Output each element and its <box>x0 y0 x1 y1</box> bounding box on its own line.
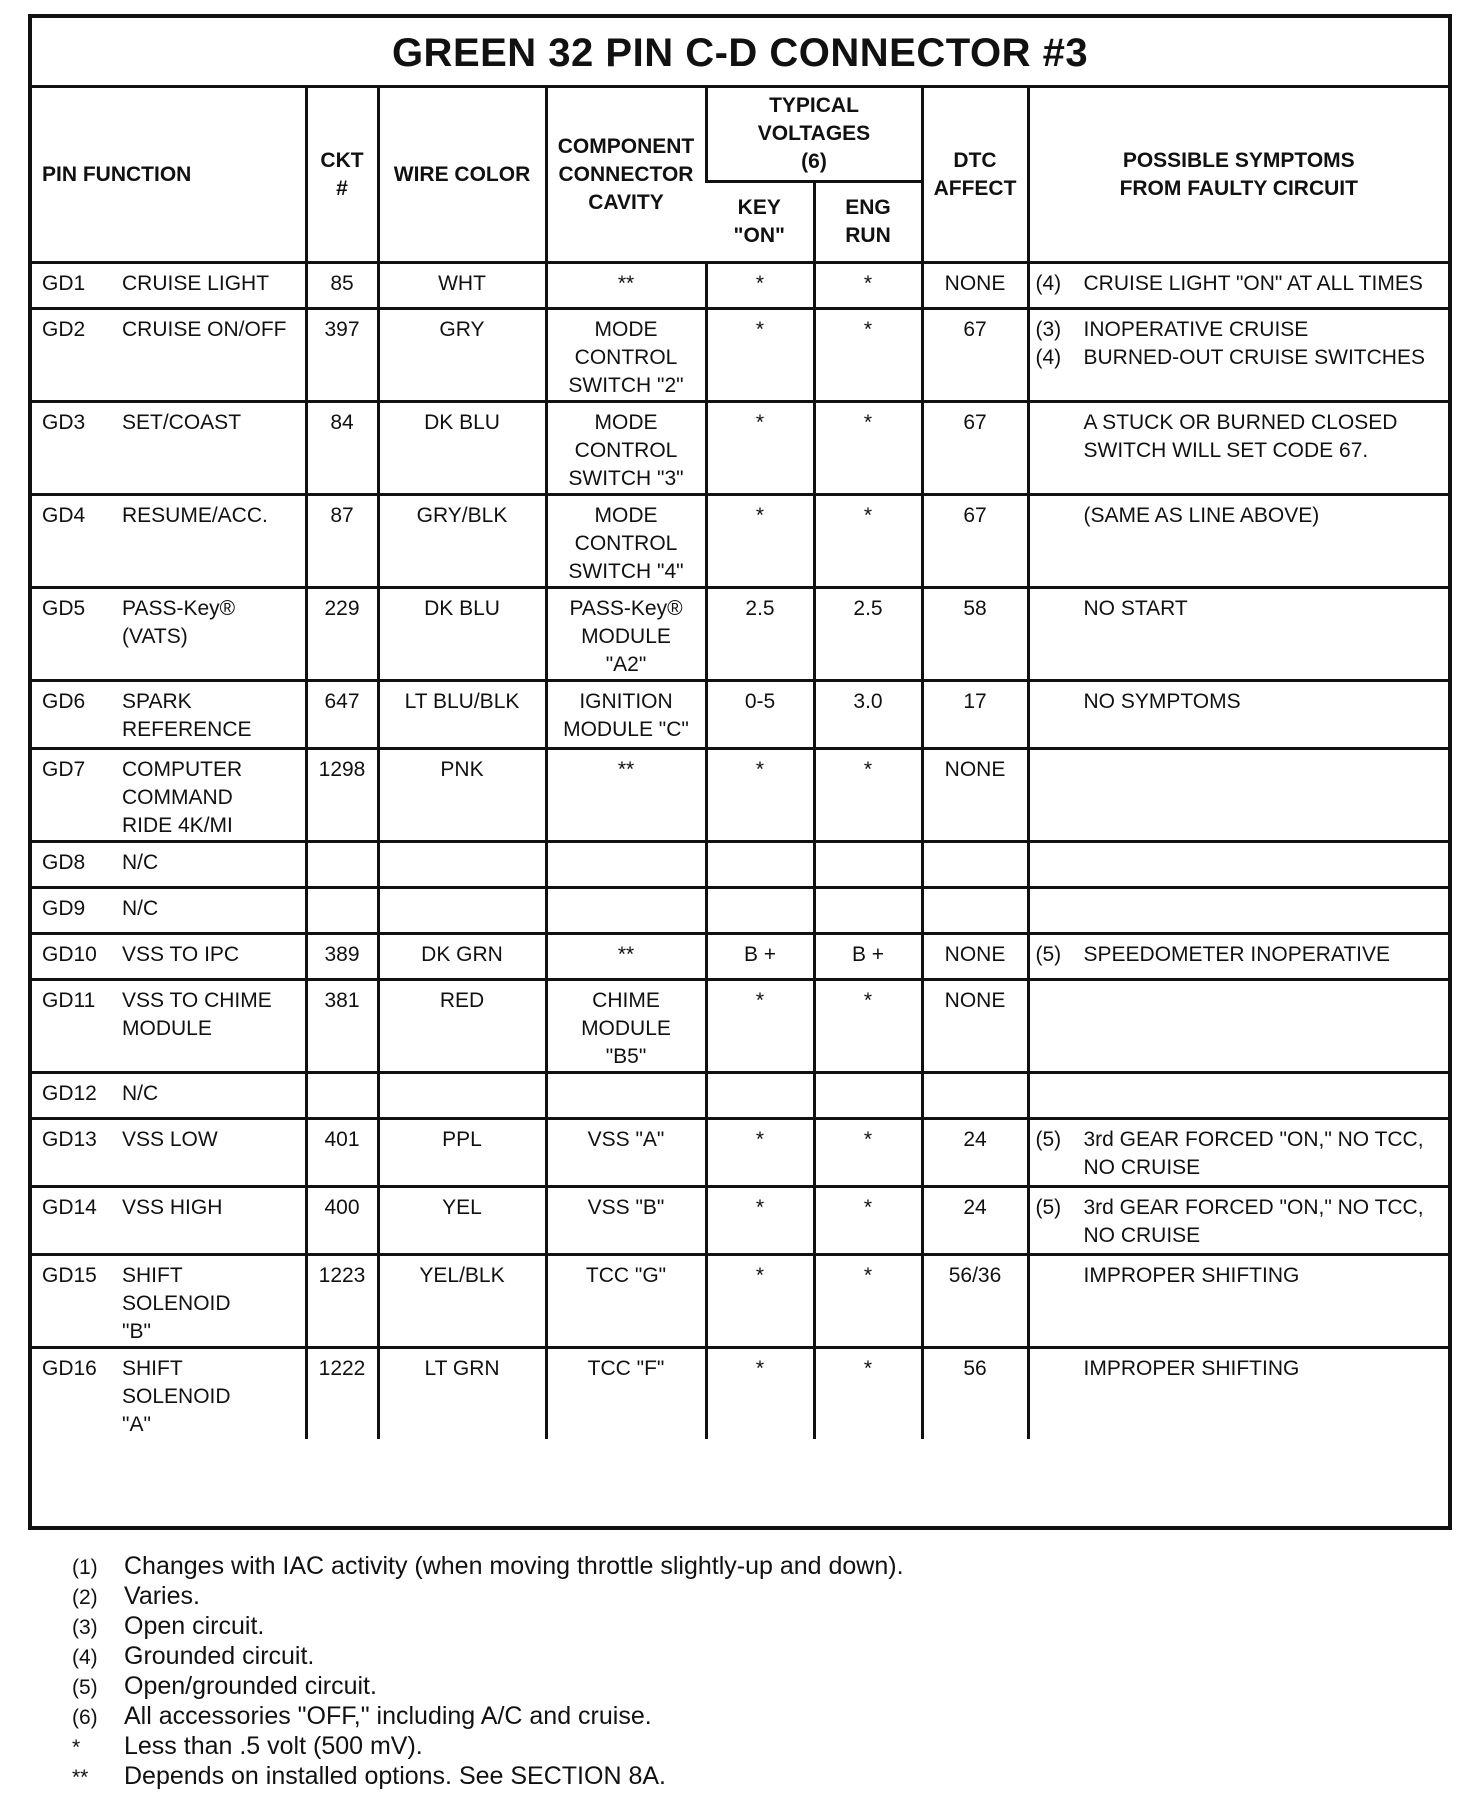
pin-id: GD13 <box>42 1128 97 1151</box>
wire-color-cell: YEL/BLK <box>378 1255 546 1348</box>
footnote-key: ** <box>72 1766 89 1789</box>
pin-function: SET/COAST <box>122 411 242 434</box>
eng-run-voltage-cell: B + <box>814 934 922 980</box>
symptom-line <box>1036 502 1443 530</box>
eng-run-voltage-cell: 3.0 <box>814 681 922 749</box>
key-on-voltage-cell: * <box>706 263 814 309</box>
pin-function: SPARK REFERENCE <box>122 690 252 741</box>
pin-function: N/C <box>122 1082 159 1105</box>
ckt-cell: 84 <box>306 402 378 495</box>
key-on-voltage-cell: * <box>706 1255 814 1348</box>
table-row <box>32 402 1448 495</box>
pin-function: VSS TO CHIME MODULE <box>122 989 272 1040</box>
table-row <box>32 495 1448 588</box>
symptom-text: NO START <box>1083 597 1188 620</box>
ckt-cell: 87 <box>306 495 378 588</box>
table-row <box>32 980 1448 1073</box>
connector-table-sheet <box>28 14 1452 1530</box>
pin-id: GD2 <box>42 318 86 341</box>
symptoms-cell <box>1028 495 1448 588</box>
wire-color-cell <box>378 842 546 888</box>
pin-function-cell <box>32 1255 306 1348</box>
table-row <box>32 681 1448 749</box>
component-cavity-cell: VSS "B" <box>546 1187 706 1255</box>
symptom-line <box>1036 409 1443 465</box>
pin-id: GD4 <box>42 504 86 527</box>
eng-run-voltage-cell: * <box>814 495 922 588</box>
symptom-text: INOPERATIVE CRUISE <box>1083 318 1309 341</box>
symptom-text: SPEEDOMETER INOPERATIVE <box>1083 943 1390 966</box>
eng-run-voltage-cell: * <box>814 1348 922 1440</box>
ckt-cell <box>306 888 378 934</box>
symptom-line <box>1036 344 1443 372</box>
symptoms-cell <box>1028 888 1448 934</box>
page-title: GREEN 32 PIN C-D CONNECTOR #3 <box>32 18 1448 88</box>
table-body <box>32 263 1448 1440</box>
pin-function: COMPUTER COMMAND RIDE 4K/MI <box>122 758 243 837</box>
wire-color-cell: DK BLU <box>378 588 546 681</box>
symptoms-cell <box>1028 1255 1448 1348</box>
symptom-note-ref: (5) <box>1035 1128 1062 1151</box>
component-cavity-cell: ** <box>546 934 706 980</box>
component-cavity-cell: MODE CONTROL SWITCH "4" <box>546 495 706 588</box>
footnote-item <box>72 1552 1432 1582</box>
pin-id: GD15 <box>42 1264 97 1287</box>
wire-color-cell: YEL <box>378 1187 546 1255</box>
pin-function-cell <box>32 888 306 934</box>
table-row <box>32 1073 1448 1119</box>
pin-function-cell <box>32 1119 306 1187</box>
wire-color-cell <box>378 1073 546 1119</box>
symptom-line <box>1036 1194 1443 1250</box>
eng-run-voltage-cell <box>814 888 922 934</box>
dtc-affect-cell: 17 <box>922 681 1028 749</box>
header-component-cavity: COMPONENT CONNECTOR CAVITY <box>546 88 706 263</box>
eng-run-voltage-cell <box>814 842 922 888</box>
wire-color-cell: GRY <box>378 309 546 402</box>
footnote-key: (1) <box>72 1556 98 1579</box>
symptom-line <box>1036 941 1443 969</box>
table-row <box>32 842 1448 888</box>
symptom-line <box>1036 595 1443 623</box>
pin-id: GD16 <box>42 1357 97 1380</box>
symptom-text: 3rd GEAR FORCED "ON," NO TCC, NO CRUISE <box>1083 1128 1424 1179</box>
symptom-note-ref: (3) <box>1035 318 1062 341</box>
header-wire-color: WIRE COLOR <box>378 88 546 263</box>
dtc-affect-cell: 24 <box>922 1119 1028 1187</box>
key-on-voltage-cell: B + <box>706 934 814 980</box>
symptoms-cell <box>1028 588 1448 681</box>
key-on-voltage-cell: * <box>706 495 814 588</box>
header-key-on: KEY "ON" <box>706 182 814 263</box>
dtc-affect-cell: NONE <box>922 934 1028 980</box>
pin-id: GD8 <box>42 851 86 874</box>
footnote-item <box>72 1642 1432 1672</box>
symptom-text: IMPROPER SHIFTING <box>1083 1357 1300 1380</box>
component-cavity-cell: MODE CONTROL SWITCH "2" <box>546 309 706 402</box>
header-dtc-affect: DTC AFFECT <box>922 88 1028 263</box>
eng-run-voltage-cell: * <box>814 402 922 495</box>
ckt-cell: 400 <box>306 1187 378 1255</box>
symptom-text: 3rd GEAR FORCED "ON," NO TCC, NO CRUISE <box>1083 1196 1424 1247</box>
pin-function: VSS TO IPC <box>122 943 240 966</box>
footnote-key: * <box>72 1736 81 1759</box>
pin-id: GD12 <box>42 1082 97 1105</box>
table-row <box>32 1187 1448 1255</box>
pin-id: GD7 <box>42 758 86 781</box>
symptom-line <box>1036 1126 1443 1182</box>
component-cavity-cell: MODE CONTROL SWITCH "3" <box>546 402 706 495</box>
table-row <box>32 888 1448 934</box>
pin-function: N/C <box>122 851 159 874</box>
table-row <box>32 1255 1448 1348</box>
eng-run-voltage-cell: * <box>814 980 922 1073</box>
dtc-affect-cell: 67 <box>922 495 1028 588</box>
pin-function: SHIFT SOLENOID "A" <box>122 1357 231 1436</box>
pin-id: GD1 <box>42 272 86 295</box>
pin-function-cell <box>32 495 306 588</box>
footnote-key: (3) <box>72 1616 98 1639</box>
pin-function: PASS-Key® (VATS) <box>122 597 236 648</box>
pin-function-cell <box>32 402 306 495</box>
symptoms-cell <box>1028 842 1448 888</box>
symptoms-cell <box>1028 402 1448 495</box>
wire-color-cell: WHT <box>378 263 546 309</box>
ckt-cell: 389 <box>306 934 378 980</box>
ckt-cell: 647 <box>306 681 378 749</box>
header-possible-symptoms: POSSIBLE SYMPTOMS FROM FAULTY CIRCUIT <box>1028 88 1448 263</box>
symptoms-cell <box>1028 309 1448 402</box>
key-on-voltage-cell: 0-5 <box>706 681 814 749</box>
dtc-affect-cell: 67 <box>922 402 1028 495</box>
eng-run-voltage-cell: * <box>814 1255 922 1348</box>
pin-function: RESUME/ACC. <box>122 504 268 527</box>
key-on-voltage-cell: * <box>706 309 814 402</box>
wire-color-cell: PNK <box>378 749 546 842</box>
dtc-affect-cell: NONE <box>922 749 1028 842</box>
header-ckt: CKT # <box>306 88 378 263</box>
footnotes <box>72 1552 1432 1792</box>
pin-function-cell <box>32 934 306 980</box>
eng-run-voltage-cell <box>814 1073 922 1119</box>
header-eng-run: ENG RUN <box>814 182 922 263</box>
component-cavity-cell <box>546 842 706 888</box>
footnote-text: Changes with IAC activity (when moving throttle slightly-up and down). <box>124 1552 904 1580</box>
ckt-cell: 401 <box>306 1119 378 1187</box>
symptom-text: A STUCK OR BURNED CLOSED SWITCH WILL SET CODE 67. <box>1083 411 1398 462</box>
symptoms-cell <box>1028 681 1448 749</box>
pin-id: GD11 <box>42 989 96 1012</box>
component-cavity-cell: TCC "F" <box>546 1348 706 1440</box>
symptoms-cell <box>1028 1119 1448 1187</box>
pin-id: GD3 <box>42 411 86 434</box>
component-cavity-cell: ** <box>546 749 706 842</box>
pin-function-cell <box>32 749 306 842</box>
symptom-line <box>1036 688 1443 716</box>
footnote-text: Grounded circuit. <box>124 1642 315 1670</box>
footnote-key: (6) <box>72 1706 98 1729</box>
table-row <box>32 749 1448 842</box>
key-on-voltage-cell: * <box>706 1348 814 1440</box>
eng-run-voltage-cell: * <box>814 749 922 842</box>
ckt-cell: 1223 <box>306 1255 378 1348</box>
component-cavity-cell: TCC "G" <box>546 1255 706 1348</box>
dtc-affect-cell: 56 <box>922 1348 1028 1440</box>
table-row <box>32 588 1448 681</box>
footnote-text: Depends on installed options. See SECTION 8A. <box>124 1762 666 1790</box>
symptom-text: IMPROPER SHIFTING <box>1083 1264 1300 1287</box>
symptoms-cell <box>1028 749 1448 842</box>
symptom-line <box>1036 1355 1443 1383</box>
ckt-cell <box>306 1073 378 1119</box>
component-cavity-cell: VSS "A" <box>546 1119 706 1187</box>
component-cavity-cell: ** <box>546 263 706 309</box>
key-on-voltage-cell: 2.5 <box>706 588 814 681</box>
dtc-affect-cell: 58 <box>922 588 1028 681</box>
symptoms-cell <box>1028 980 1448 1073</box>
table-row <box>32 934 1448 980</box>
footnote-item <box>72 1582 1432 1612</box>
table-row <box>32 1119 1448 1187</box>
wire-color-cell: GRY/BLK <box>378 495 546 588</box>
ckt-cell: 1298 <box>306 749 378 842</box>
pin-function-cell <box>32 588 306 681</box>
symptoms-cell <box>1028 1348 1448 1440</box>
wire-color-cell: LT GRN <box>378 1348 546 1440</box>
ckt-cell: 229 <box>306 588 378 681</box>
dtc-affect-cell <box>922 1073 1028 1119</box>
wire-color-cell: RED <box>378 980 546 1073</box>
footnote-item <box>72 1612 1432 1642</box>
pin-function: CRUISE ON/OFF <box>122 318 287 341</box>
component-cavity-cell: CHIME MODULE "B5" <box>546 980 706 1073</box>
eng-run-voltage-cell: * <box>814 1119 922 1187</box>
dtc-affect-cell: NONE <box>922 263 1028 309</box>
symptoms-cell <box>1028 1187 1448 1255</box>
symptom-note-ref: (4) <box>1035 272 1062 295</box>
symptoms-cell <box>1028 263 1448 309</box>
footnote-item <box>72 1672 1432 1702</box>
pin-function: VSS HIGH <box>122 1196 223 1219</box>
pin-function-cell <box>32 842 306 888</box>
pin-function-cell <box>32 1187 306 1255</box>
table-row <box>32 263 1448 309</box>
symptom-text: (SAME AS LINE ABOVE) <box>1083 504 1320 527</box>
key-on-voltage-cell <box>706 842 814 888</box>
symptom-text: CRUISE LIGHT "ON" AT ALL TIMES <box>1083 272 1423 295</box>
footnote-key: (5) <box>72 1676 98 1699</box>
key-on-voltage-cell <box>706 1073 814 1119</box>
symptom-text: NO SYMPTOMS <box>1083 690 1241 713</box>
component-cavity-cell: IGNITION MODULE "C" <box>546 681 706 749</box>
footnote-item <box>72 1762 1432 1792</box>
pin-function-cell <box>32 681 306 749</box>
footnote-text: Open/grounded circuit. <box>124 1672 377 1700</box>
pin-id: GD5 <box>42 597 86 620</box>
component-cavity-cell: PASS-Key® MODULE "A2" <box>546 588 706 681</box>
header-pin-function: PIN FUNCTION <box>32 88 306 263</box>
eng-run-voltage-cell: 2.5 <box>814 588 922 681</box>
header-typical-voltages: TYPICAL VOLTAGES (6) <box>706 88 922 182</box>
footnote-key: (2) <box>72 1586 98 1609</box>
pin-function: VSS LOW <box>122 1128 218 1151</box>
dtc-affect-cell: 56/36 <box>922 1255 1028 1348</box>
dtc-affect-cell: NONE <box>922 980 1028 1073</box>
key-on-voltage-cell: * <box>706 1187 814 1255</box>
symptom-note-ref: (4) <box>1035 346 1062 369</box>
footnote-text: Less than .5 volt (500 mV). <box>124 1732 423 1760</box>
table-row <box>32 1348 1448 1440</box>
eng-run-voltage-cell: * <box>814 1187 922 1255</box>
eng-run-voltage-cell: * <box>814 309 922 402</box>
pin-function: N/C <box>122 897 159 920</box>
pin-function-cell <box>32 1073 306 1119</box>
symptom-note-ref: (5) <box>1035 943 1062 966</box>
ckt-cell: 381 <box>306 980 378 1073</box>
key-on-voltage-cell <box>706 888 814 934</box>
footnote-item <box>72 1702 1432 1732</box>
pin-function-cell <box>32 263 306 309</box>
component-cavity-cell <box>546 1073 706 1119</box>
ckt-cell: 85 <box>306 263 378 309</box>
pin-function-cell <box>32 1348 306 1440</box>
symptom-line <box>1036 270 1443 298</box>
footnote-text: Open circuit. <box>124 1612 265 1640</box>
footnote-item <box>72 1732 1432 1762</box>
wire-color-cell: DK BLU <box>378 402 546 495</box>
symptom-text: BURNED-OUT CRUISE SWITCHES <box>1083 346 1425 369</box>
footnote-text: All accessories "OFF," including A/C and cruise. <box>124 1702 652 1730</box>
pin-function: CRUISE LIGHT <box>122 272 270 295</box>
key-on-voltage-cell: * <box>706 749 814 842</box>
pin-id: GD9 <box>42 897 86 920</box>
ckt-cell <box>306 842 378 888</box>
pin-function: SHIFT SOLENOID "B" <box>122 1264 231 1343</box>
pin-id: GD14 <box>42 1196 97 1219</box>
footnote-key: (4) <box>72 1646 98 1669</box>
dtc-affect-cell: 24 <box>922 1187 1028 1255</box>
wire-color-cell: PPL <box>378 1119 546 1187</box>
table-row <box>32 309 1448 402</box>
symptoms-cell <box>1028 1073 1448 1119</box>
table-header-row <box>32 88 1448 182</box>
pinout-table <box>32 88 1448 1439</box>
ckt-cell: 397 <box>306 309 378 402</box>
wire-color-cell: LT BLU/BLK <box>378 681 546 749</box>
ckt-cell: 1222 <box>306 1348 378 1440</box>
pin-function-cell <box>32 980 306 1073</box>
symptom-note-ref: (5) <box>1035 1196 1062 1219</box>
pin-function-cell <box>32 309 306 402</box>
key-on-voltage-cell: * <box>706 1119 814 1187</box>
component-cavity-cell <box>546 888 706 934</box>
wire-color-cell: DK GRN <box>378 934 546 980</box>
wire-color-cell <box>378 888 546 934</box>
dtc-affect-cell: 67 <box>922 309 1028 402</box>
key-on-voltage-cell: * <box>706 980 814 1073</box>
footnote-text: Varies. <box>124 1582 200 1610</box>
dtc-affect-cell <box>922 888 1028 934</box>
symptom-line <box>1036 316 1443 344</box>
pin-id: GD10 <box>42 943 97 966</box>
pin-id: GD6 <box>42 690 86 713</box>
dtc-affect-cell <box>922 842 1028 888</box>
key-on-voltage-cell: * <box>706 402 814 495</box>
eng-run-voltage-cell: * <box>814 263 922 309</box>
symptom-line <box>1036 1262 1443 1290</box>
symptoms-cell <box>1028 934 1448 980</box>
